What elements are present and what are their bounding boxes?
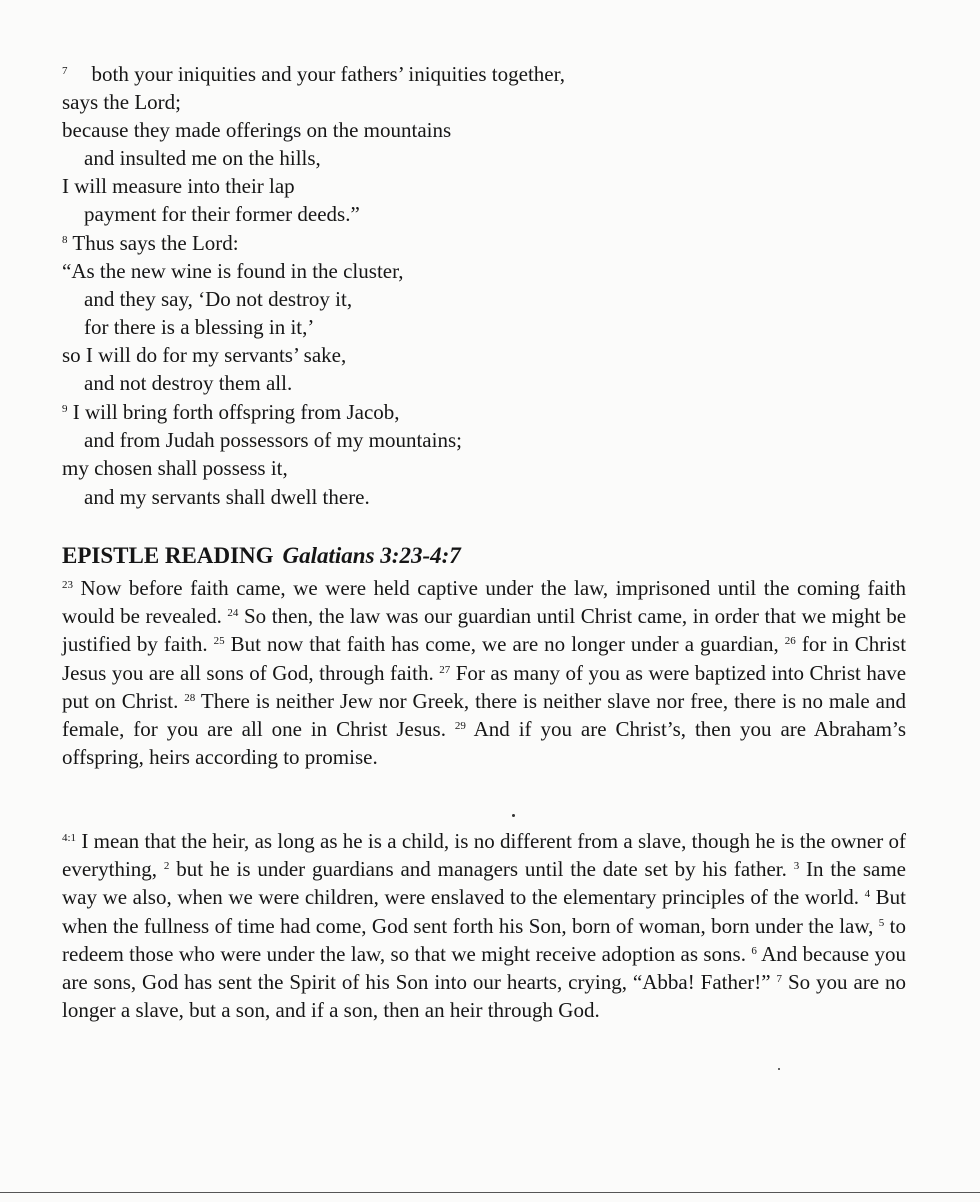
- verse-text: So you are no longer a slave, but a son, and if a son, then an heir through God.: [62, 970, 906, 1023]
- verse-line: payment for their former deeds.”: [84, 202, 360, 226]
- scan-speck: [778, 1068, 780, 1070]
- verse-text: And because you are sons, God has sent the Spirit of his Son into our hearts, crying, “Abba! Father!”: [62, 941, 906, 995]
- verse-line: $^9$ I will bring forth offspring from Jacob,: [62, 400, 400, 424]
- page-edge-rule: [0, 1192, 980, 1193]
- verse-number: 4:1: [62, 832, 77, 844]
- verse-line: “As the new wine is found in the cluster,: [62, 259, 404, 283]
- verse-line: for there is a blessing in it,’: [84, 315, 315, 339]
- scan-speck: [512, 814, 515, 817]
- verse-number: 24: [227, 607, 239, 620]
- verse-text: So then, the law was our guardian until Christ came, in order that we might be justified by faith.: [62, 604, 907, 657]
- verse-number: 7: [62, 65, 68, 77]
- verse-line: and from Judah possessors of my mountains;: [84, 428, 462, 452]
- verse-number: 28: [184, 691, 196, 704]
- verse-text: to redeem those who were under the law, so that we might receive adoption as sons.: [62, 913, 907, 966]
- verse-line: and my servants shall dwell there.: [84, 485, 370, 509]
- verse-line: my chosen shall possess it,: [62, 456, 288, 480]
- verse-text: For as many of you as were baptized into Christ have put on Christ.: [62, 660, 907, 713]
- verse-line: $^7$ both your iniquities and your fathers’ iniquities together,: [62, 62, 566, 86]
- verse-line: because they made offerings on the mountains: [62, 118, 452, 142]
- verse-number: 25: [213, 635, 225, 648]
- verse-number: 5: [878, 916, 885, 929]
- verse-number: 7: [776, 973, 783, 986]
- verse-number: 9: [62, 403, 68, 415]
- verse-number: 3: [793, 860, 800, 873]
- verse-text: In the same way we also, when we were children, were enslaved to the elementary principles of the world.: [62, 857, 906, 910]
- verse-number: 4: [864, 888, 871, 901]
- verse-number: 2: [163, 860, 170, 873]
- section-label: EPISTLE READING: [62, 543, 274, 568]
- verse-line: $^8$ Thus says the Lord:: [62, 231, 239, 255]
- epistle-paragraph-1: [62, 574, 906, 771]
- verse-text: There is neither Jew nor Greek, there is neither slave nor free, there is no male and female, for you are all one in Christ Jesus.: [62, 688, 906, 742]
- verse-text: for in Christ Jesus you are all sons of God, through faith.: [62, 632, 907, 685]
- scripture-reference: Galatians 3:23-4:7: [282, 543, 461, 568]
- verse-line: I will measure into their lap: [62, 174, 295, 198]
- verse-line: and they say, ‘Do not destroy it,: [84, 287, 353, 311]
- verse-text: but he is under guardians and managers until the date set by his father.: [176, 857, 787, 882]
- verse-number: 8: [62, 234, 68, 246]
- verse-line: so I will do for my servants’ sake,: [62, 343, 347, 367]
- verse-line: and insulted me on the hills,: [84, 146, 321, 170]
- verse-number: 27: [439, 663, 451, 676]
- verse-number: 23: [62, 579, 73, 591]
- verse-text: But when the fullness of time had come, God sent forth his Son, born of woman, born under the law,: [62, 885, 907, 938]
- verse-text: I mean that the heir, as long as he is a child, is no different from a slave, though he is the owner of everything,: [62, 829, 906, 882]
- verse-text: And if you are Christ’s, then you are Abraham’s offspring, heirs according to promise.: [62, 717, 907, 770]
- verse-number: 29: [454, 720, 466, 733]
- verse-number: 6: [751, 944, 757, 957]
- verse-text: Now before faith came, we were held captive under the law, imprisoned until the coming faith would be revealed.: [62, 576, 907, 629]
- epistle-paragraph-2: [62, 827, 906, 1024]
- verse-number: 26: [784, 635, 796, 648]
- verse-line: and not destroy them all.: [84, 371, 293, 395]
- verse-text: But now that faith has come, we are no longer under a guardian,: [230, 632, 779, 657]
- epistle-heading: [62, 541, 461, 571]
- verse-line: says the Lord;: [62, 90, 181, 114]
